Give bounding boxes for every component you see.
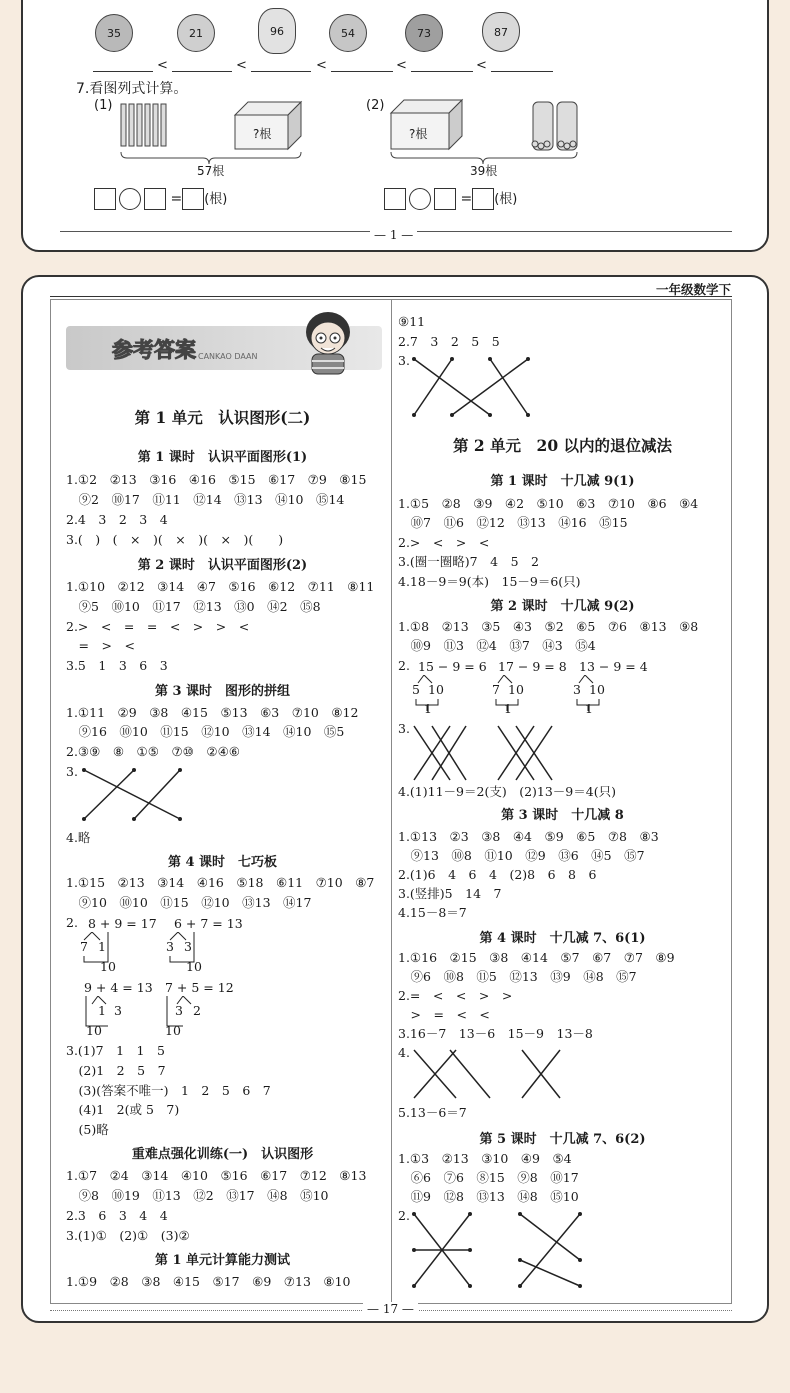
page-number: — 17 — [363,1302,418,1316]
number-tree: 9 + 4 = 13 1 3 10 [84,980,153,1038]
fruit-pomegranate: 35 [95,14,133,52]
number-tree: 17 − 9 = 8 7 10 1 [492,659,567,716]
answer-blank[interactable] [93,71,153,72]
answer-box[interactable] [384,188,406,210]
lesson-title: 第 2 课时 认识平面图形(2) [137,558,308,573]
q7-part2-equation: = (根) [384,188,517,210]
answer-blank[interactable] [331,71,393,72]
operator-circle[interactable] [409,188,431,210]
lesson-title: 第 1 单元计算能力测试 [154,1253,291,1268]
box-label: ?根 [409,127,428,141]
lesson-title: 第 4 课时 七巧板 [167,855,278,870]
number-tree: 13 − 9 = 4 3 10 1 [573,659,648,716]
fruit-watermelon: 73 [405,14,443,52]
matching-lines [410,1046,570,1102]
answer-box[interactable] [472,188,494,210]
unit2-title: 第 2 单元 20 以内的退位减法 [452,436,673,455]
lesson-title: 第 3 课时 图形的拼组 [154,684,291,699]
answer-blank[interactable] [172,71,232,72]
answer-box[interactable] [434,188,456,210]
number-tree: 15 − 9 = 6 5 10 1 [412,659,487,716]
total-label: 57根 [197,164,225,178]
page-number: — 1 — [370,228,417,242]
matching-lines [410,722,560,784]
q7-part1-label: (1) [94,98,113,113]
fruit-apple: 21 [177,14,215,52]
banner-title: 参考答案 [112,338,196,362]
lesson-title: 第 3 课时 十几减 8 [501,808,624,823]
question-7-title: 7.看图列式计算。 [76,81,188,97]
number-tree: 7 + 5 = 12 3 2 10 [165,980,234,1038]
lesson-title: 第 5 课时 十几减 7、6(2) [479,1132,646,1147]
number-tree: 8 + 9 = 17 7 1 10 [80,916,157,974]
total-label: 39根 [470,164,498,178]
header-right: 一年级数学下 [656,282,732,297]
lesson-title: 第 1 课时 认识平面图形(1) [137,450,308,465]
q7-part2-label: (2) [366,98,385,113]
lesson-title: 重难点强化训练(一) 认识图形 [131,1147,314,1162]
banner-pinyin: CANKAO DAAN [198,352,258,361]
q7-part1-equation: = (根) [94,188,227,210]
fruit-pineapple: 96 [258,8,296,54]
answer-blank[interactable] [251,71,311,72]
box-label: ?根 [253,127,272,141]
fruit-pear: 87 [482,12,520,52]
header-rule [50,296,732,297]
answer-blank[interactable] [411,71,473,72]
answer-blank[interactable] [491,71,553,72]
answer-box[interactable] [182,188,204,210]
column-divider [391,299,392,1304]
operator-circle[interactable] [119,188,141,210]
fruit-orange: 54 [329,14,367,52]
lesson-title: 第 2 课时 十几减 9(2) [490,599,635,614]
matching-lines [410,355,540,420]
matching-lines [80,764,190,824]
answer-box[interactable] [94,188,116,210]
kid-mascot-icon [300,308,358,376]
number-tree: 6 + 7 = 13 3 3 10 [166,916,243,974]
lesson-title: 第 4 课时 十几减 7、6(1) [479,931,646,946]
matching-lines [408,1208,588,1290]
unit1-title: 第 1 单元 认识图形(二) [134,408,311,427]
lesson-title: 第 1 课时 十几减 9(1) [490,474,635,489]
answer-box[interactable] [144,188,166,210]
